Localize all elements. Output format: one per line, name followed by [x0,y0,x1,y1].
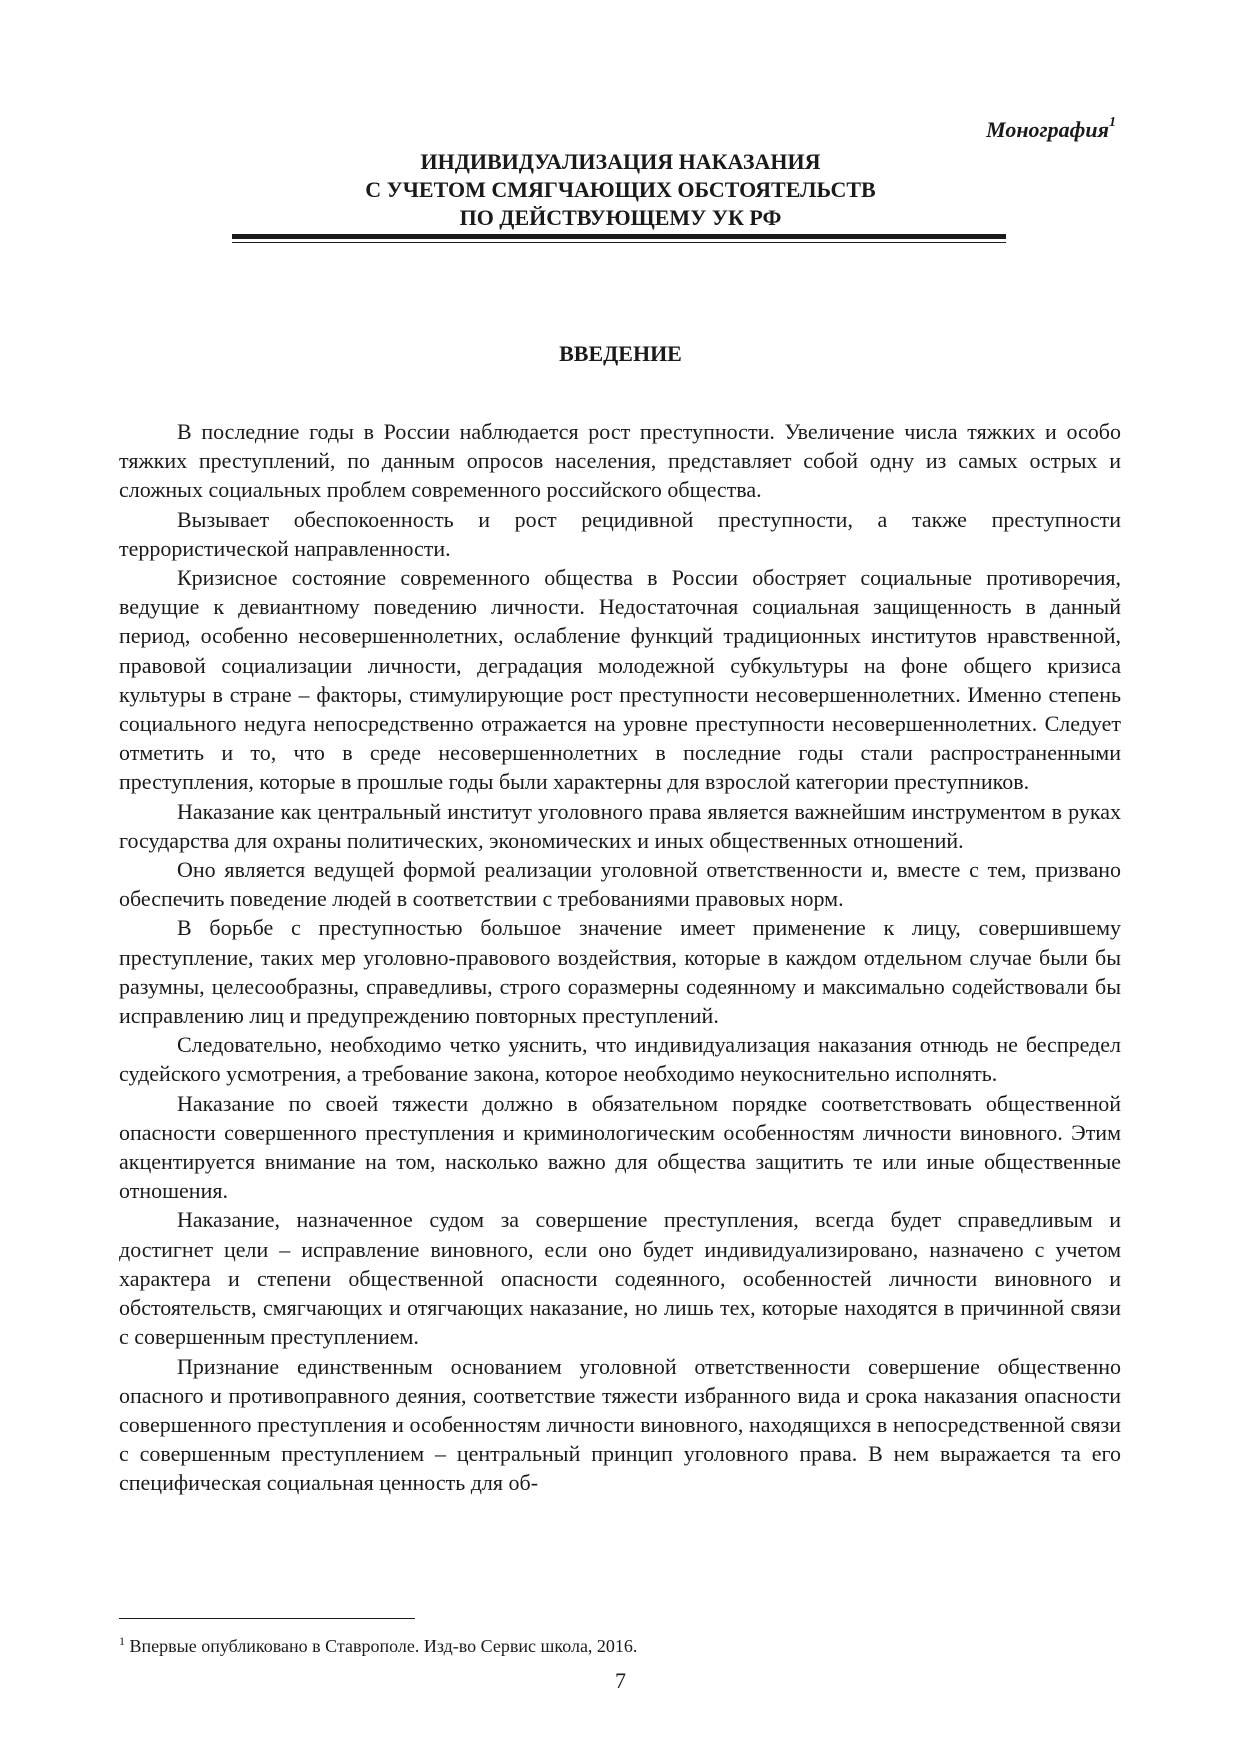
section-heading: ВВЕДЕНИЕ [559,341,682,366]
paragraph: Следовательно, необходимо четко уяснить, что индивидуализация наказания отнюдь не беспредел судейского усмотрения, а требование закона, которое необходимо неукоснительно исполнять. [119,1032,1121,1087]
title-line: С УЧЕТОМ СМЯГЧАЮЩИХ ОБСТОЯТЕЛЬСТВ [365,177,876,202]
monograph-footnote-mark[interactable]: 1 [1109,114,1116,130]
title-underline-thin [232,242,1006,243]
paragraph: Признание единственным основанием уголовной ответственности совершение общественно опасного и противоправного деяния, соответствие тяжести избранного вида и срока наказания опасности совершенного преступления и особенностям личности виновного, находящихся в непосредственной связи с совершенным преступлением – центральный принцип уголовного права. В нем выражается та его специфическая социальная ценность для об- [119,1353,1121,1496]
paragraph: Наказание как центральный институт уголовного права является важнейшим инструментом в руках государства для охраны политических, экономических и иных общественных отношений. [119,798,1121,853]
paragraph: Кризисное состояние современного общества в России обостряет социальные противоречия, ведущие к девиантному поведению личности. Недостаточная социальная защищенность в данный период, особенно несовершеннолетних, ослабление функций традиционных институтов нравственной, правовой социализации личности, деградация молодежной субкультуры на фоне общего кризиса культуры в стране – факторы, стимулирующие рост преступности несовершеннолетних. Именно степень социального недуга непосредственно отражается на уровне преступности несовершеннолетних. Следует отметить и то, что в среде несовершеннолетних в последние годы стали распространенными преступления, которые в прошлые годы были характерны для взрослой категории преступников. [119,565,1121,795]
page-number: 7 [615,1668,626,1693]
paragraph: Оно является ведущей формой реализации уголовной ответственности и, вместе с тем, призвано обеспечить поведение людей в соответствии с требованиями правовых норм. [119,857,1121,912]
title-line: ИНДИВИДУАЛИЗАЦИЯ НАКАЗАНИЯ [420,149,821,174]
footnote-separator [119,1618,415,1619]
title-underline-thick [232,234,1006,239]
document-title [0,148,1241,232]
monograph-label [986,114,1116,143]
paragraph: Наказание по своей тяжести должно в обязательном порядке соответствовать общественной опасности совершенного преступления и криминологическим особенностям личности виновного. Этим акцентируется внимание на том, насколько важно для общества защитить те или иные общественные отношения. [119,1090,1121,1204]
footnote [119,1634,637,1657]
paragraph: В последние годы в России наблюдается рост преступности. Увеличение числа тяжких и особо тяжких преступлений, по данным опросов населения, представляет собой одну из самых острых и сложных социальных проблем современного российского общества. [119,419,1121,503]
footnote-mark: 1 [119,1634,125,1648]
paragraph: Наказание, назначенное судом за совершение преступления, всегда будет справедливым и достигнет цели – исправление виновного, если оно будет индивидуализировано, назначено с учетом характера и степени общественной опасности содеянного, особенностей личности виновного и обстоятельств, смягчающих и отягчающих наказание, но лишь тех, которые находятся в причинной связи с совершенным преступлением. [119,1207,1121,1350]
paragraph: Вызывает обеспокоенность и рост рецидивной преступности, а также преступности террористической направленности. [119,506,1121,561]
footnote-text: Впервые опубликовано в Ставрополе. Изд-во Сервис школа, 2016. [125,1636,638,1656]
body-text [119,417,1121,1498]
monograph-label-text: Монография [986,117,1109,142]
title-line: ПО ДЕЙСТВУЮЩЕМУ УК РФ [459,205,782,230]
paragraph: В борьбе с преступностью большое значение имеет применение к лицу, совершившему преступление, таких мер уголовно-правового воздействия, которые в каждом отдельном случае были бы разумны, целесообразны, справедливы, строго соразмерны содеянному и максимально содействовали бы исправлению лиц и предупреждению повторных преступлений. [119,915,1121,1029]
